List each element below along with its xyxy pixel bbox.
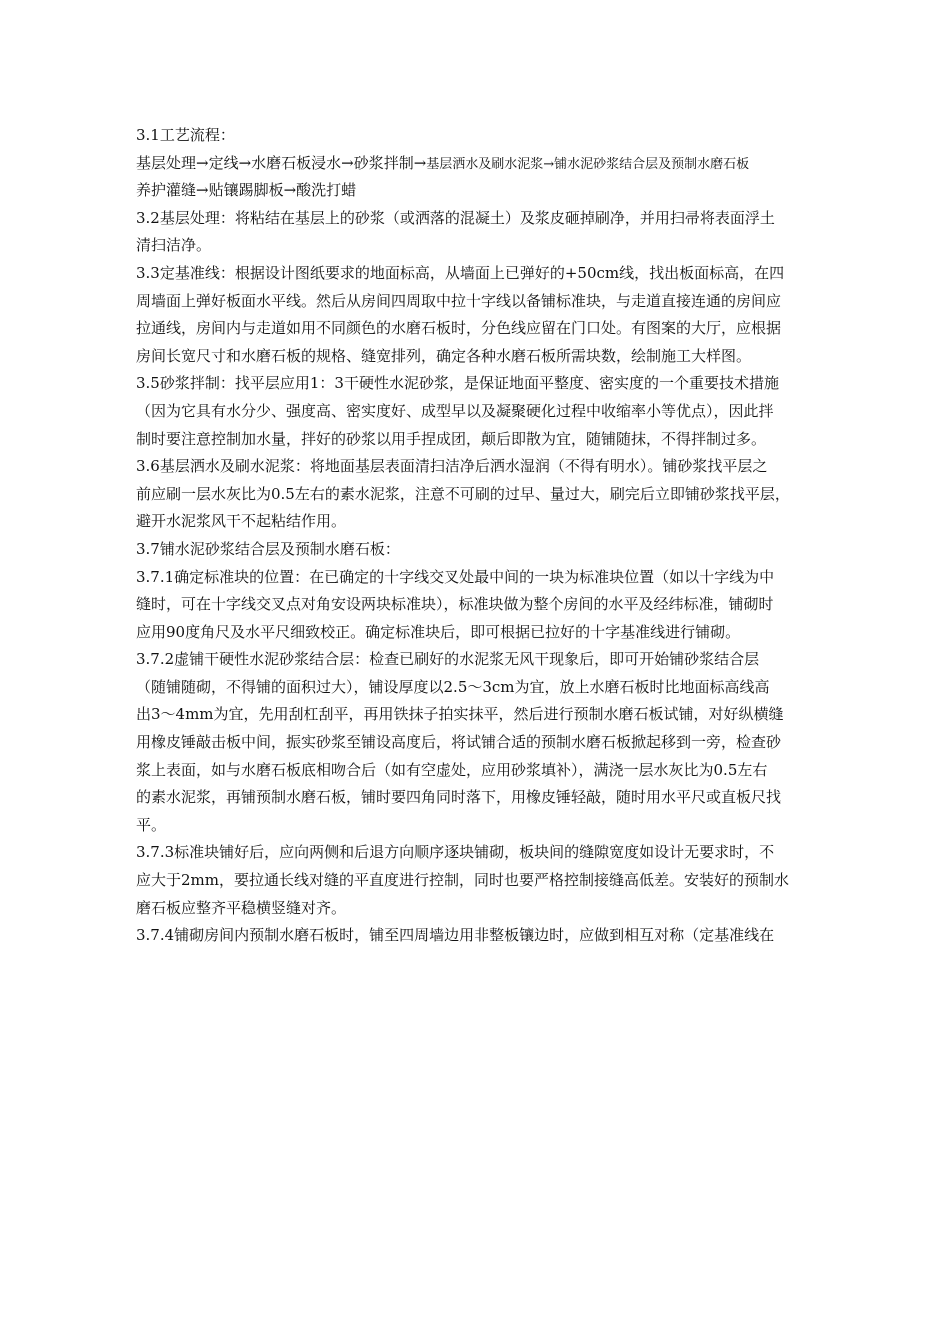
process-flow-line-2: 养护灌缝→贴镶踢脚板→酸洗打蜡 <box>136 181 357 200</box>
paragraph-3-7-2-line-7: 平。 <box>136 815 167 834</box>
paragraph-3-2-line-1: 3.2基层处理：将粘结在基层上的砂浆（或洒落的混凝土）及浆皮砸掉刷净，并用扫帚将表面浮土 <box>136 208 775 227</box>
paragraph-3-6-line-1: 3.6基层洒水及刷水泥浆：将地面基层表面清扫洁净后洒水湿润（不得有明水）。铺砂浆找平层之 <box>136 457 768 476</box>
document-body <box>136 122 866 950</box>
paragraph-3-7-2-line-1: 3.7.2虚铺干硬性水泥砂浆结合层：检查已刷好的水泥浆无风干现象后，即可开始铺砂浆结合层 <box>136 650 760 669</box>
paragraph-3-6-line-3: 避开水泥浆风干不起粘结作用。 <box>136 512 347 531</box>
paragraph-3-3-line-2: 周墙面上弹好板面水平线。然后从房间四周取中拉十字线以备铺标准块，与走道直接连通的房间应 <box>136 291 782 310</box>
paragraph-3-3-line-4: 房间长宽尺寸和水磨石板的规格、缝宽排列，确定各种水磨石板所需块数，绘制施工大样图。 <box>136 346 752 365</box>
heading-3-7: 3.7铺水泥砂浆结合层及预制水磨石板： <box>136 539 400 558</box>
paragraph-3-2-line-2: 清扫洁净。 <box>136 236 212 255</box>
paragraph-3-5-line-3: 制时要注意控制加水量，拌好的砂浆以用手捏成团，颠后即散为宜，随铺随抹，不得拌制过多。 <box>136 429 767 448</box>
paragraph-3-3-line-1: 3.3定基准线：根据设计图纸要求的地面标高，从墙面上已弹好的+50cm线，找出板面标高，在四 <box>136 263 785 282</box>
process-flow-line-1-tail: 基层洒水及刷水泥浆→铺水泥砂浆结合层及预制水磨石板 <box>426 156 750 172</box>
paragraph-3-7-2-line-6: 的素水泥浆，再铺预制水磨石板，铺时要四角同时落下，用橡皮锤轻敲，随时用水平尺或直板尺找 <box>136 788 782 807</box>
paragraph-3-7-3-line-1: 3.7.3标准块铺好后，应向两侧和后退方向顺序逐块铺砌，板块间的缝隙宽度如设计无要求时，不 <box>136 843 775 862</box>
paragraph-3-7-4-line-1: 3.7.4铺砌房间内预制水磨石板时，铺至四周墙边用非整板镶边时，应做到相互对称（定基准线在 <box>136 926 775 945</box>
paragraph-3-6-line-2: 前应刷一层水灰比为0.5左右的素水泥浆，注意不可刷的过早、量过大，刷完后立即铺砂浆找平层， <box>136 484 790 503</box>
paragraph-3-7-3-line-3: 磨石板应整齐平稳横竖缝对齐。 <box>136 898 347 917</box>
paragraph-3-3-line-3: 拉通线，房间内与走道如用不同颜色的水磨石板时，分色线应留在门口处。有图案的大厅，应根据 <box>136 319 782 338</box>
paragraph-3-5-line-2: （因为它具有水分少、强度高、密实度好、成型早以及凝聚硬化过程中收缩率小等优点），因此拌 <box>136 401 774 420</box>
paragraph-3-5-line-1: 3.5砂浆拌制：找平层应用1：3干硬性水泥砂浆，是保证地面平整度、密实度的一个重要技术措施 <box>136 374 779 393</box>
paragraph-3-7-2-line-5: 浆上表面，如与水磨石板底相吻合后（如有空虚处，应用砂浆填补），满浇一层水灰比为0.5左右 <box>136 760 768 779</box>
paragraph-3-7-3-line-2: 应大于2mm，要拉通长线对缝的平直度进行控制，同时也要严格控制接缝高低差。安装好的预制水 <box>136 871 789 890</box>
paragraph-3-7-2-line-3: 出3～4mm为宜，先用刮杠刮平，再用铁抹子拍实抹平，然后进行预制水磨石板试铺，对好纵横缝 <box>136 705 784 724</box>
heading-process-flow: 3.1工艺流程： <box>136 126 235 144</box>
paragraph-3-7-1-line-1: 3.7.1确定标准块的位置：在已确定的十字线交叉处最中间的一块为标准块位置（如以十字线为中 <box>136 567 775 586</box>
paragraph-3-7-1-line-2: 缝时，可在十字线交叉点对角安设两块标准块），标准块做为整个房间的水平及经纬标准，铺砌时 <box>136 595 774 614</box>
paragraph-3-7-1-line-3: 应用90度角尺及水平尺细致校正。确定标准块后，即可根据已拉好的十字基准线进行铺砌。 <box>136 622 741 641</box>
process-flow-line-1 <box>136 150 866 178</box>
paragraph-3-7-2-line-2: （随铺随砌，不得铺的面积过大），铺设厚度以2.5～3cm为宜，放上水磨石板时比地面标高线高 <box>136 677 770 696</box>
paragraph-3-7-2-line-4: 用橡皮锤敲击板中间，振实砂浆至铺设高度后，将试铺合适的预制水磨石板掀起移到一旁，检查砂 <box>136 733 782 752</box>
process-flow-line-1-head: 基层处理→定线→水磨石板浸水→砂浆拌制→ <box>136 153 427 172</box>
